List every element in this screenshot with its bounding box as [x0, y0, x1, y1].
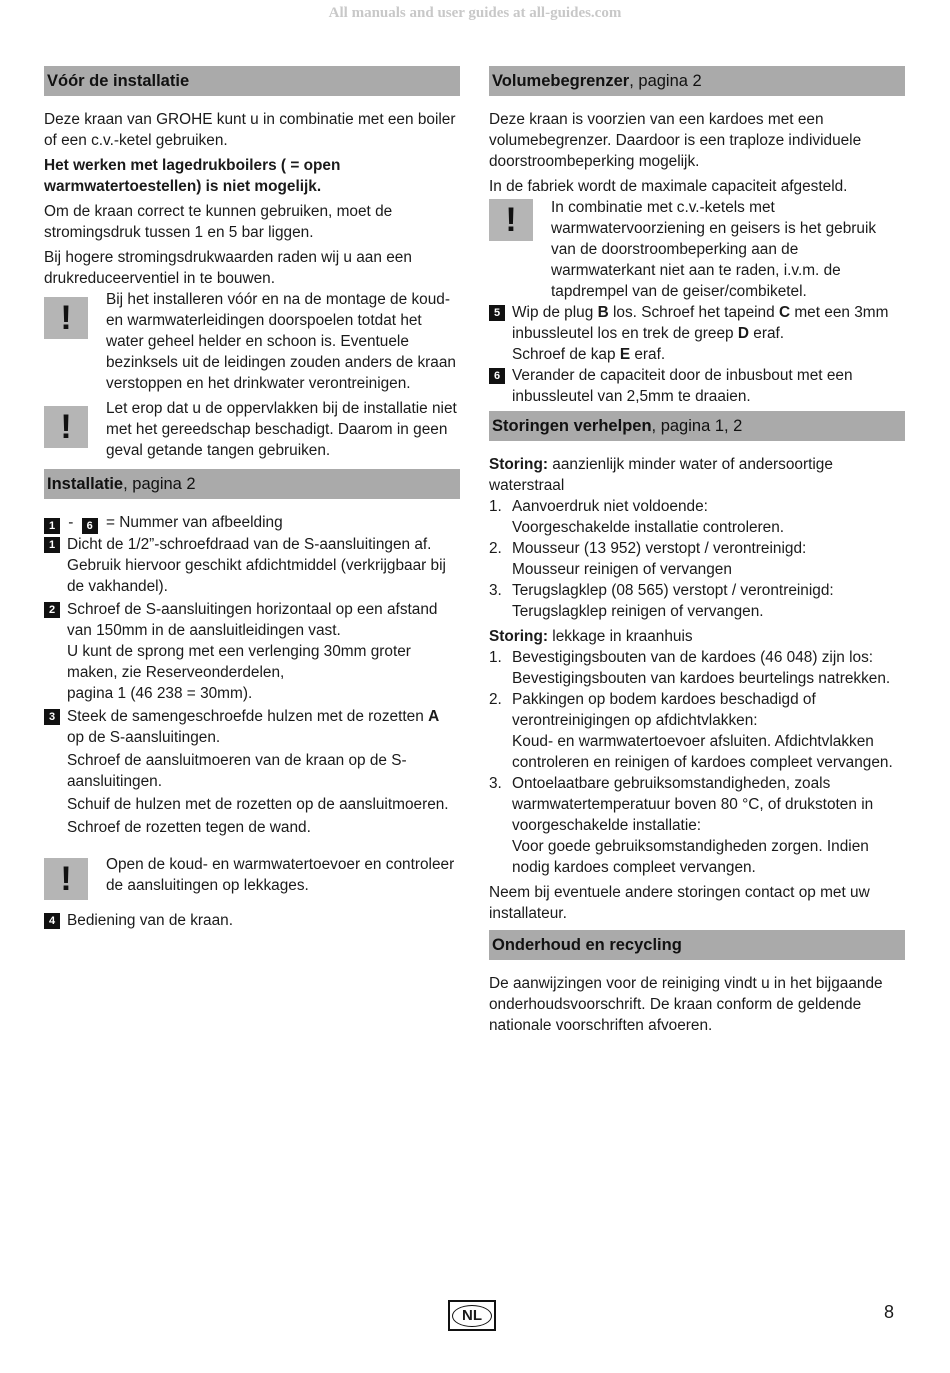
- warning-text: In combinatie met c.v.-ketels met warmwatervoorziening en geisers is het gebruik van de doorstroombeperking aan de warmwaterkant niet aan te raden, i.v.m. de tapdrempel van de geiser/combiketel.: [551, 199, 877, 300]
- step-number-badge: 4: [44, 913, 60, 929]
- cause-list-item: [489, 538, 905, 580]
- cause-list-item: [489, 496, 905, 538]
- paragraph: De aanwijzingen voor de reiniging vindt u in het bijgaande onderhoudsvoorschrift. De kraan conform de geldende nationale voorschriften afvoeren.: [489, 975, 883, 1034]
- warning-note: [489, 197, 905, 302]
- step-number-badge: 1: [44, 518, 60, 534]
- list-number: 2.: [489, 691, 502, 708]
- list-body: [512, 580, 905, 622]
- cause-list-item: [489, 580, 905, 622]
- cause-list-item: [489, 647, 905, 689]
- cause-text: Bevestigingsbouten van de kardoes (46 048) zijn los:: [512, 649, 874, 666]
- step-1: 1 Dicht de 1/2”-schroefdraad van de S-aansluitingen af. Gebruik hiervoor geschikt afdichtmiddel (verkrijgbaar bij de vakhandel).: [44, 534, 460, 597]
- step-3: 3 Steek de samengeschroefde hulzen met de rozetten A op de S-aansluitingen. Schroef de aansluitmoeren van de kraan op de S-aansluitingen. Schuif de hulzen met de rozetten op de aansluitmoeren. Schroef de rozetten tegen de wand.: [44, 706, 460, 838]
- warning-icon: !: [44, 858, 88, 900]
- figure-legend: 1 - 6 = Nummer van afbeelding: [44, 512, 460, 534]
- paragraph: Deze kraan is voorzien van een kardoes met een volumebegrenzer. Daardoor is een traploze individuele doorstroombeperking mogelijk.: [489, 111, 862, 170]
- remedy-text: Bevestigingsbouten van kardoes beurtelings natrekken.: [512, 670, 891, 687]
- language-badge: NL: [448, 1300, 496, 1331]
- warning-text: Open de koud- en warmwatertoevoer en controleer de aansluitingen op lekkages.: [106, 856, 455, 894]
- step-number-badge: 6: [82, 518, 98, 534]
- section-header-onderhoud: Onderhoud en recycling: [489, 930, 905, 960]
- cause-text: Mousseur (13 952) verstopt / verontreinigd:: [512, 540, 807, 557]
- cause-list-item: [489, 773, 905, 878]
- list-body: [512, 496, 905, 538]
- right-column: [489, 66, 905, 1040]
- cause-list-item: [489, 689, 905, 773]
- cause-list: [489, 647, 905, 878]
- list-number: 3.: [489, 582, 502, 599]
- step-number-badge: 2: [44, 602, 60, 618]
- warning-icon: !: [489, 199, 533, 241]
- step-2: 2 Schroef de S-aansluitingen horizontaal op een afstand van 150mm in de aansluitleidingen vast. U kunt de sprong met een verlenging 30mm groter maken, zie Reserveonderdelen, pagina 1 (46 238 = 30mm).: [44, 599, 460, 704]
- step-5: 5 Wip de plug B los. Schroef het tapeind C met een 3mm inbussleutel los en trek de greep D eraf. Schroef de kap E eraf.: [489, 302, 905, 365]
- warning-text: Bij het installeren vóór en na de montage de koud- en warmwaterleidingen doorspoelen totdat het water geheel helder en schoon is. Eventuele bezinksels uit de leidingen zouden anders de kraan verstoppen en het drinkwater verontreinigen.: [106, 291, 456, 392]
- list-number: 3.: [489, 775, 502, 792]
- section-header-voor-installatie: Vóór de installatie: [44, 66, 460, 96]
- step-6: 6 Verander de capaciteit door de inbusbout met een inbussleutel van 2,5mm te draaien.: [489, 365, 905, 407]
- warning-note: [44, 398, 460, 461]
- warning-note: [44, 854, 460, 900]
- section-header-installatie: Installatie, pagina 2: [44, 469, 460, 499]
- list-body: [512, 689, 905, 773]
- step-number-badge: 3: [44, 709, 60, 725]
- remedy-text: Voorgeschakelde installatie controleren.: [512, 519, 785, 536]
- paragraph: Bij hogere stromingsdrukwaarden raden wij u aan een drukreduceerventiel in te bouwen.: [44, 249, 412, 287]
- section-header-volumebegrenzer: Volumebegrenzer, pagina 2: [489, 66, 905, 96]
- remedy-text: Voor goede gebruiksomstandigheden zorgen. Indien nodig kardoes compleet vervangen.: [512, 838, 869, 876]
- storing-heading: Storing: lekkage in kraanhuis: [489, 628, 693, 645]
- cause-list: [489, 496, 905, 622]
- list-body: [512, 773, 905, 878]
- list-body: [512, 538, 905, 580]
- warning-icon: !: [44, 406, 88, 448]
- step-number-badge: 6: [489, 368, 505, 384]
- storing-heading: Storing: aanzienlijk minder water of andersoortige waterstraal: [489, 456, 833, 494]
- list-body: [512, 647, 905, 689]
- paragraph: Om de kraan correct te kunnen gebruiken, moet de stromingsdruk tussen 1 en 5 bar liggen.: [44, 203, 393, 241]
- list-number: 2.: [489, 540, 502, 557]
- list-number: 1.: [489, 498, 502, 515]
- remedy-text: Koud- en warmwatertoevoer afsluiten. Afdichtvlakken controleren en reinigen of kardoes compleet vervangen.: [512, 733, 893, 771]
- paragraph: Neem bij eventuele andere storingen contact op met uw installateur.: [489, 884, 870, 922]
- cause-text: Aanvoerdruk niet voldoende:: [512, 498, 708, 515]
- cause-text: Ontoelaatbare gebruiksomstandigheden, zoals warmwatertemperatuur boven 80 °C, of drukstoten in voorgeschakelde installatie:: [512, 775, 874, 834]
- step-number-badge: 5: [489, 305, 505, 321]
- paragraph-bold: Het werken met lagedrukboilers ( = open warmwatertoestellen) is niet mogelijk.: [44, 157, 341, 195]
- cause-text: Terugslagklep (08 565) verstopt / verontreinigd:: [512, 582, 834, 599]
- list-number: 1.: [489, 649, 502, 666]
- warning-icon: !: [44, 297, 88, 339]
- paragraph: In de fabriek wordt de maximale capaciteit afgesteld.: [489, 178, 848, 195]
- paragraph: Deze kraan van GROHE kunt u in combinatie met een boiler of een c.v.-ketel gebruiken.: [44, 111, 456, 149]
- step-number-badge: 1: [44, 537, 60, 553]
- warning-text: Let erop dat u de oppervlakken bij de installatie niet met het gereedschap beschadigt. Daarom in geen geval getande tangen gebruiken.: [106, 400, 457, 459]
- remedy-text: Mousseur reinigen of vervangen: [512, 561, 732, 578]
- step-4: 4 Bediening van de kraan.: [44, 910, 460, 931]
- warning-note: [44, 289, 460, 394]
- left-column: [44, 66, 460, 933]
- section-header-storingen: Storingen verhelpen, pagina 1, 2: [489, 411, 905, 441]
- page-number: 8: [884, 1302, 895, 1322]
- cause-text: Pakkingen op bodem kardoes beschadigd of verontreinigingen op afdichtvlakken:: [512, 691, 816, 729]
- watermark: All manuals and user guides at all-guides.com: [328, 5, 622, 21]
- remedy-text: Terugslagklep reinigen of vervangen.: [512, 603, 764, 620]
